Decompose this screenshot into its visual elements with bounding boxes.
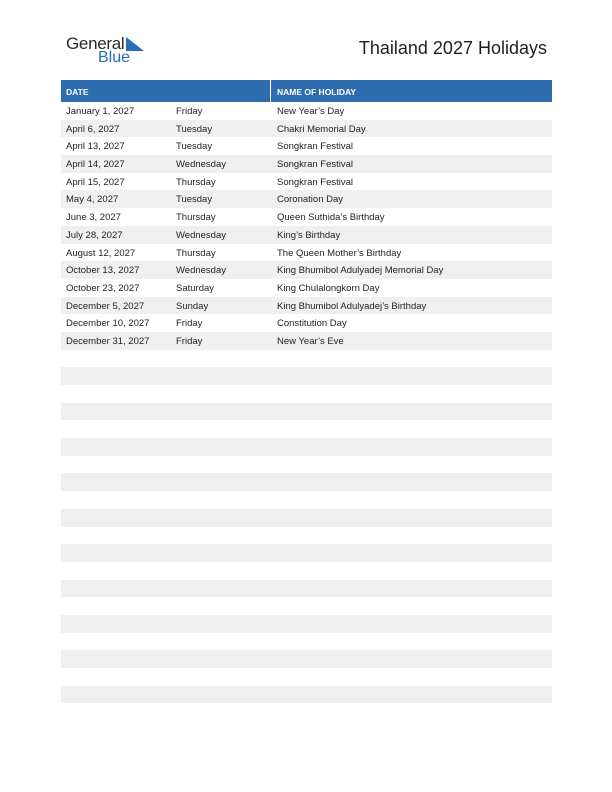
holiday-name: Queen Suthida’s Birthday	[277, 212, 385, 224]
empty-table-row	[61, 527, 552, 545]
table-row	[61, 173, 552, 191]
holiday-date: December 10, 2027	[66, 318, 150, 330]
holiday-name: Constitution Day	[277, 318, 347, 330]
holiday-name: King Bhumibol Adulyadej’s Birthday	[277, 300, 427, 312]
holiday-date: May 4, 2027	[66, 194, 119, 206]
empty-table-row	[61, 456, 552, 474]
holiday-date: July 28, 2027	[66, 229, 123, 241]
empty-table-row	[61, 491, 552, 509]
holiday-name: King’s Birthday	[277, 229, 341, 241]
holiday-weekday: Friday	[176, 335, 203, 347]
empty-table-row	[61, 438, 552, 456]
holiday-date: October 13, 2027	[66, 265, 140, 277]
table-row	[61, 190, 552, 208]
column-header-holiday-name: NAME OF HOLIDAY	[277, 87, 357, 97]
holiday-date: April 14, 2027	[66, 159, 125, 171]
empty-table-row	[61, 703, 552, 721]
holiday-weekday: Thursday	[176, 176, 216, 188]
table-row	[61, 137, 552, 155]
holiday-date: August 12, 2027	[66, 247, 136, 259]
empty-table-row	[61, 650, 552, 668]
holiday-name: Coronation Day	[277, 194, 344, 206]
holiday-name: Songkran Festival	[277, 176, 354, 188]
empty-table-row	[61, 633, 552, 651]
empty-table-row	[61, 544, 552, 562]
table-row	[61, 244, 552, 262]
holiday-weekday: Saturday	[176, 282, 215, 294]
holiday-table	[61, 80, 552, 721]
table-row	[61, 102, 552, 120]
empty-table-row	[61, 403, 552, 421]
table-row	[61, 314, 552, 332]
holiday-name: Chakri Memorial Day	[277, 123, 366, 135]
logo-text-blue: Blue	[98, 49, 131, 66]
table-row	[61, 261, 552, 279]
holiday-weekday: Tuesday	[176, 123, 213, 135]
holiday-name: King Bhumibol Adulyadej Memorial Day	[277, 265, 444, 277]
logo-text-general: General	[66, 34, 125, 53]
holiday-weekday: Sunday	[176, 300, 209, 312]
empty-table-row	[61, 420, 552, 438]
holiday-weekday: Friday	[176, 318, 203, 330]
holiday-weekday: Thursday	[176, 247, 216, 259]
generalblue-logo	[66, 34, 156, 68]
table-header	[61, 80, 552, 102]
table-row	[61, 208, 552, 226]
empty-table-row	[61, 367, 552, 385]
empty-table-row	[61, 668, 552, 686]
holiday-date: April 13, 2027	[66, 141, 125, 153]
holiday-date: April 15, 2027	[66, 176, 125, 188]
holiday-name: New Year’s Eve	[277, 335, 344, 347]
holiday-weekday: Wednesday	[176, 265, 226, 277]
table-body	[61, 102, 552, 721]
table-row	[61, 332, 552, 350]
holiday-weekday: Wednesday	[176, 159, 226, 171]
empty-table-row	[61, 580, 552, 598]
table-row	[61, 120, 552, 138]
holiday-name: The Queen Mother’s Birthday	[277, 247, 402, 259]
holiday-weekday: Tuesday	[176, 141, 213, 153]
holiday-date: January 1, 2027	[66, 106, 135, 117]
column-header-date: DATE	[66, 87, 89, 97]
empty-table-row	[61, 597, 552, 615]
holiday-date: October 23, 2027	[66, 282, 140, 294]
empty-table-row	[61, 562, 552, 580]
holiday-weekday: Tuesday	[176, 194, 213, 206]
page-title: Thailand 2027 Holidays	[358, 38, 547, 58]
holiday-weekday: Friday	[176, 106, 203, 117]
holiday-name: King Chulalongkorn Day	[277, 282, 380, 294]
table-row	[61, 279, 552, 297]
empty-table-row	[61, 686, 552, 704]
holiday-name: Songkran Festival	[277, 159, 354, 171]
empty-table-row	[61, 615, 552, 633]
holiday-date: December 5, 2027	[66, 300, 145, 312]
holiday-weekday: Thursday	[176, 212, 216, 224]
holiday-name: Songkran Festival	[277, 141, 354, 153]
table-row	[61, 297, 552, 315]
table-row	[61, 155, 552, 173]
table-row	[61, 226, 552, 244]
holiday-name: New Year’s Day	[277, 106, 345, 117]
empty-table-row	[61, 509, 552, 527]
holiday-date: June 3, 2027	[66, 212, 121, 224]
holiday-date: April 6, 2027	[66, 123, 120, 135]
holiday-weekday: Wednesday	[176, 229, 226, 241]
column-divider	[270, 80, 271, 102]
empty-table-row	[61, 385, 552, 403]
holiday-date: December 31, 2027	[66, 335, 150, 347]
empty-table-row	[61, 350, 552, 368]
empty-table-row	[61, 473, 552, 491]
